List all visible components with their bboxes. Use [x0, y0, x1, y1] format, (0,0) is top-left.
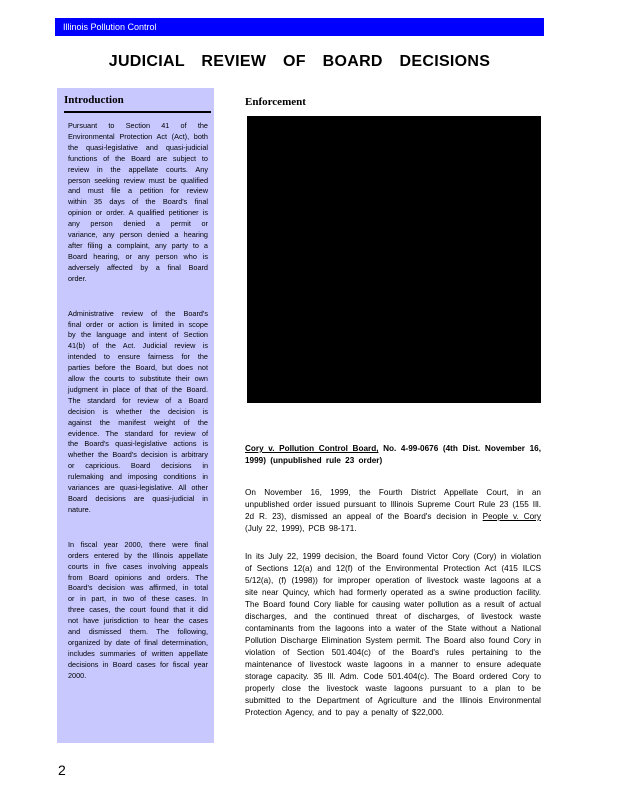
sidebar-paragraph-2: Administrative review of the Board's final order or action is limited in scope by the language and intent of Section 41(b) of the Act. Judicial review is intended to ensure fairness for the parties before the Board, but does not allow the courts to substitute their own judgment in place of that of the Board. The standard for review of a Board decision is whether the decision is against the manifest weight of the evidence. The standard for review of the Board's quasi-legislative actions is whether the Board's decision is arbitrary or capricious. Board decisions in rulemaking and imposing conditions in variances are quasi-legislative. All other Board decisions are quasi-judicial in nature.: [68, 308, 208, 514]
case-citation-detail: No. 4-99-0676 (4th Dist. November 16, 1999) (unpublished rule 23 order): [245, 444, 541, 465]
page-title: JUDICIAL REVIEW OF BOARD DECISIONS: [108, 53, 491, 70]
sidebar-divider: [64, 111, 211, 113]
page-number: 2: [58, 762, 66, 778]
sidebar-paragraph-1: Pursuant to Section 41 of the Environmental Protection Act (Act), both the quasi-legislative and quasi-judicial functions of the Board are subject to review in the appellate courts. Any person seeking review must be qualified and must file a petition for review within 35 days of the Board's final opinion or order. A qualified petitioner is any person denied a permit or variance, any person denied a hearing after filing a complaint, any party to a Board hearing, or any person who is adversely affected by a final Board order.: [68, 121, 208, 283]
sidebar-introduction: [57, 88, 214, 743]
case-paragraph-2: In its July 22, 1999 decision, the Board found Victor Cory (Cory) in violation of Sections 12(a) and 12(f) of the Environmental Protection Act (415 ILCS 5/12(a), (f) (1998)) for improper operation of livestock waste lagoons at a site near Quincy, which had formerly operated as a swine production facility. The Board found Cory liable for causing water pollution as a result of actual discharges, and the continued threat of discharges, of livestock waste contaminants from the lagoons into a water of the State without a National Pollution Discharge Elimination System permit. The Board also found Cory in violation of Section 501.404(c) of the Board's rules pertaining to the maintenance of livestock waste lagoons in a manner to ensure adequate storage capacity. 35 Ill. Adm. Code 501.404(c). The Board ordered Cory to properly close the livestock waste lagoons pursuant to a plan to be submitted to the Department of Agriculture and the Illinois Environmental Protection Agency, and to pay a penalty of $22,000.: [245, 552, 541, 717]
case-paragraph-1: [245, 487, 541, 535]
para1-text-end: (July 22, 1999), PCB 98-171.: [245, 524, 357, 533]
sidebar-paragraph-3: In fiscal year 2000, there were final orders entered by the Illinois appellate courts in five cases involving appeals from Board opinions and orders. The Board's decision was affirmed, in total or in part, in two of these cases. In three cases, the court found that it did not have jurisdiction to hear the cases and dismissed them. The following, organized by date of final determination, includes summaries of written appellate decisions in Board cases for fiscal year 2000.: [68, 539, 208, 680]
header-bar: [55, 18, 544, 36]
sidebar-heading: Introduction: [64, 94, 124, 106]
main-section: [245, 96, 541, 108]
section-heading-enforcement: Enforcement: [245, 96, 306, 108]
case-citation: [245, 443, 541, 467]
header-label: Illinois Pollution Control: [63, 22, 157, 32]
photo-placeholder: [247, 116, 541, 403]
para1-text: On November 16, 1999, the Fourth District Appellate Court, in an unpublished order issued pursuant to Illinois Supreme Court Rule 23 (155 Ill. 2d R. 23), dismissed an appeal of the Board's decision in: [245, 488, 541, 521]
case-name: Cory v. Pollution Control Board,: [245, 444, 379, 453]
case-reference-link[interactable]: People v. Cory: [482, 512, 541, 521]
